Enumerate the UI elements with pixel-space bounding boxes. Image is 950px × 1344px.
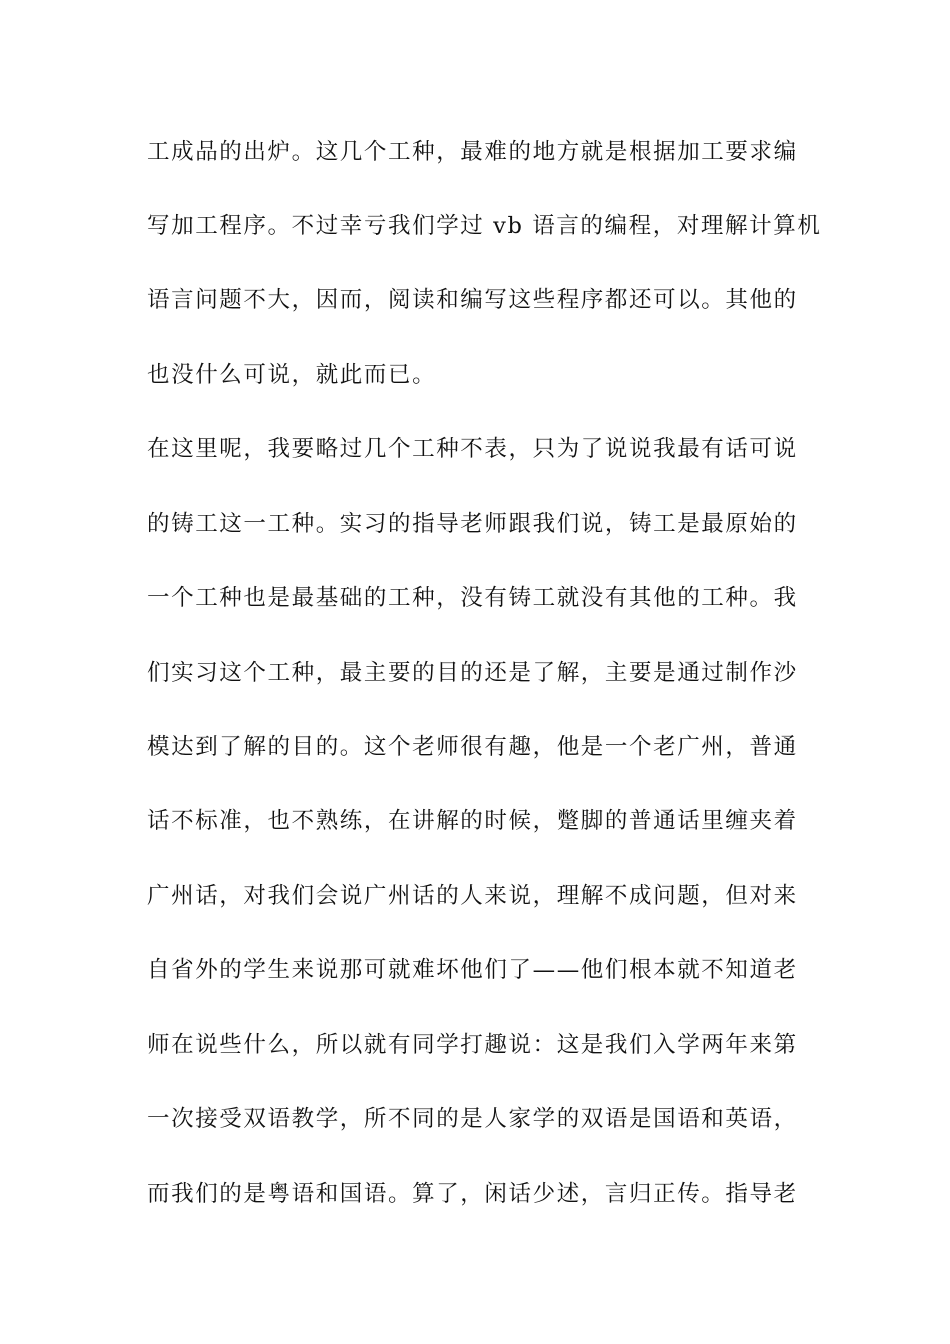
text-line: 一个工种也是最基础的工种，没有铸工就没有其他的工种。我 (147, 585, 798, 611)
text-line: 一次接受双语教学，所不同的是人家学的双语是国语和英语， (147, 1106, 798, 1132)
text-line: 模达到了解的目的。这个老师很有趣，他是一个老广州，普通 (147, 734, 798, 760)
text-line: 工成品的出炉。这几个工种，最难的地方就是根据加工要求编 (147, 139, 798, 165)
text-line: 在这里呢，我要略过几个工种不表，只为了说说我最有话可说 (147, 436, 798, 462)
text-line: 们实习这个工种，最主要的目的还是了解，主要是通过制作沙 (147, 660, 798, 686)
text-line: 而我们的是粤语和国语。算了，闲话少述，言归正传。指导老 (147, 1181, 798, 1207)
text-line: 也没什么可说，就此而已。 (147, 362, 437, 388)
text-line: 的铸工这一工种。实习的指导老师跟我们说，铸工是最原始的 (147, 511, 798, 537)
text-line: 自省外的学生来说那可就难坏他们了——他们根本就不知道老 (147, 957, 798, 983)
text-line: 师在说些什么，所以就有同学打趣说：这是我们入学两年来第 (147, 1032, 798, 1058)
text-line: 话不标准，也不熟练，在讲解的时候，蹩脚的普通话里缠夹着 (147, 808, 798, 834)
text-line: 广州话，对我们会说广州话的人来说，理解不成问题，但对来 (147, 883, 798, 909)
text-line: 写加工程序。不过幸亏我们学过 vb 语言的编程，对理解计算机 (147, 213, 822, 239)
text-line: 语言问题不大，因而，阅读和编写这些程序都还可以。其他的 (147, 287, 798, 313)
